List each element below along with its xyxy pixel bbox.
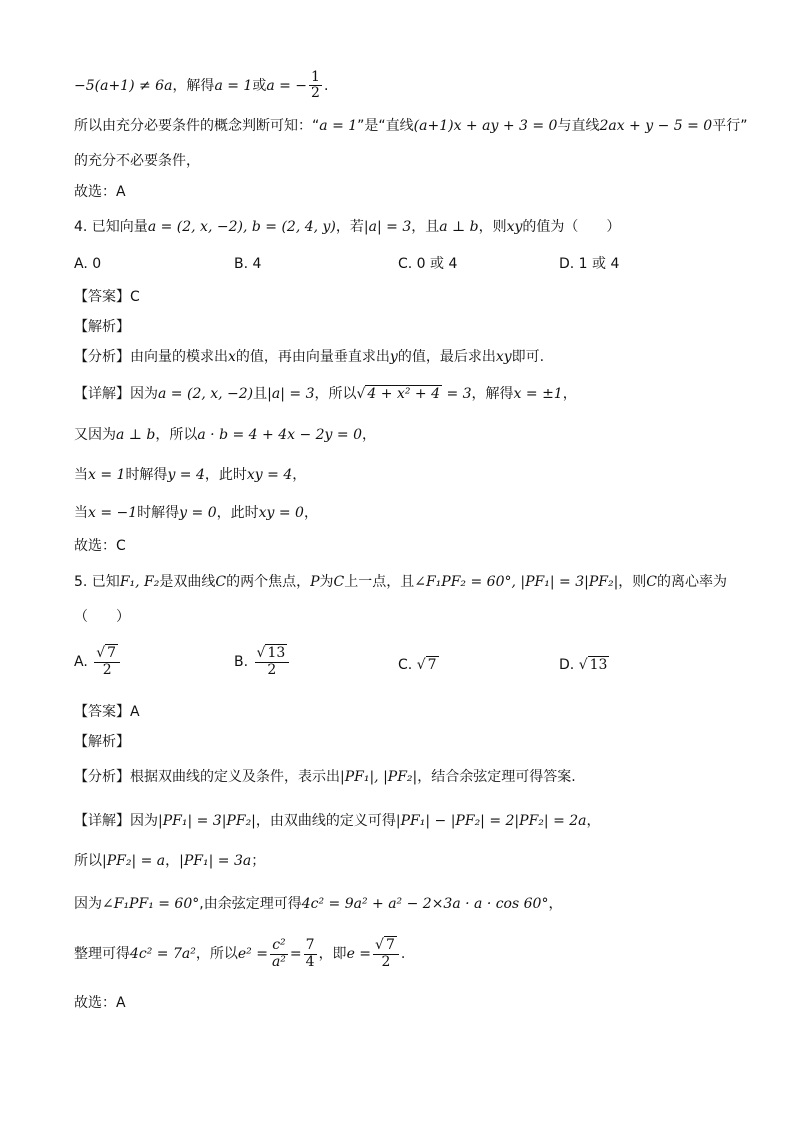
text: ，此时 [204, 467, 247, 483]
radicand: 13 [589, 657, 608, 673]
text: 4. 已知向量 [74, 219, 148, 235]
numerator: 7 [305, 937, 315, 954]
answer-choice-line: 故选：A [74, 184, 126, 200]
q4-option-a: A. 0 [74, 256, 102, 272]
q4-detail-3 [74, 464, 306, 486]
text: 或 [252, 77, 267, 94]
math-inequality: −5(a+1) ≠ 6a [74, 77, 173, 94]
solution-line-2 [74, 115, 747, 137]
math: e = [346, 946, 372, 963]
math-line-2: 2ax + y − 5 = 0 [599, 118, 713, 134]
q5-detail-2 [74, 850, 265, 872]
option-label: B. [234, 654, 249, 671]
text: ，所以 [155, 427, 198, 443]
q5-detail-3 [74, 893, 562, 915]
text: 的值，再由向量垂直求出 [235, 349, 390, 365]
numerator: 1 [311, 69, 320, 85]
math-vectors: a = (2, x, −2), b = (2, 4, y) [147, 219, 336, 235]
solution-line-3: 的充分不必要条件， [74, 153, 200, 169]
text: ，由双曲线的定义可得 [255, 813, 396, 829]
math: y [389, 349, 398, 365]
math: F₁, F₂ [119, 574, 160, 590]
text: 时解得 [125, 467, 168, 483]
text: . [400, 946, 406, 963]
text: 的两个焦点， [226, 574, 311, 590]
q4-option-b: B. 4 [234, 256, 262, 272]
text: 的值，最后求出 [397, 349, 496, 365]
option-label: D. [559, 657, 575, 673]
math: a = 1 [214, 77, 253, 94]
text: ，且 [411, 219, 440, 235]
math: 4c² = 7a² [130, 946, 196, 963]
math: |PF₁| − |PF₂| = 2|PF₂| = 2a [395, 813, 587, 829]
math: a ⊥ b [116, 427, 156, 443]
q4-detail-1 [74, 383, 577, 405]
numerator: c² [272, 937, 286, 954]
text: ， [586, 813, 601, 829]
math: xy [506, 219, 523, 235]
fraction [304, 938, 317, 970]
math: P [310, 574, 320, 590]
math: e² = [237, 946, 268, 963]
square-root: √ 13 [578, 657, 608, 673]
math: = 3 [442, 386, 472, 402]
q5-option-a [74, 646, 122, 678]
text: ， [362, 427, 376, 443]
fraction [270, 938, 288, 970]
text: 又因为 [74, 427, 116, 443]
math: ∠F₁PF₁ = 60° [102, 896, 200, 912]
text: 的离心率为 [657, 574, 727, 590]
denominator: 4 [305, 953, 315, 970]
text: 因为 [74, 896, 102, 912]
text: ”是“直线 [357, 118, 414, 134]
text: 【详解】因为 [74, 386, 158, 402]
math: |a| = 3 [267, 386, 315, 402]
text: ， [548, 896, 563, 912]
math: a = (2, x, −2) [158, 386, 254, 402]
math: x = ±1 [513, 386, 563, 402]
math: ∠F₁PF₂ = 60°, |PF₁| = 3|PF₂| [414, 574, 619, 590]
text: ，所以 [195, 946, 238, 963]
text: ，即 [318, 946, 347, 963]
math: a · b = 4 + 4x − 2y = 0 [197, 427, 362, 443]
denominator: 2 [102, 662, 112, 679]
q5-detail-4 [74, 938, 405, 970]
text: 【分析】由向量的模求出 [74, 349, 228, 365]
text: 【详解】因为 [74, 813, 158, 829]
text: ， [292, 467, 307, 483]
q4-analysis-heading: 【解析】 [74, 319, 130, 335]
text: 为 [319, 574, 334, 590]
text: ，此时 [216, 505, 259, 521]
q5-analysis-heading: 【解析】 [74, 734, 130, 750]
fraction: $\frac{√ 7}{2}$ [94, 646, 120, 678]
text: ,由余弦定理可得 [199, 896, 302, 912]
math: x [228, 349, 236, 365]
q5-answer: 【答案】A [74, 704, 140, 720]
q4-detail-4 [74, 502, 318, 524]
math: |PF₁| = 3a [179, 853, 252, 869]
fraction: $\frac{√ 13}{2}$ [255, 646, 290, 678]
text: 所以由充分必要条件的概念判断可知：“ [74, 118, 320, 134]
math: y = 0 [179, 505, 217, 521]
solution-line-1 [74, 70, 328, 102]
q5-paren: （ ） [74, 609, 130, 625]
q4-analysis [74, 346, 544, 368]
q4-answer: 【答案】C [74, 289, 140, 305]
text: ， [165, 853, 180, 869]
radicand: 7 [107, 645, 117, 661]
text: 的值为（ ） [522, 219, 621, 235]
math: a = 1 [319, 118, 358, 134]
text: 【分析】根据双曲线的定义及条件，表示出 [74, 769, 340, 785]
q5-option-c [398, 654, 439, 676]
math: x = −1 [88, 505, 138, 521]
text: ； [251, 853, 266, 869]
question-4 [74, 216, 620, 238]
q5-option-d [559, 654, 609, 676]
math: a ⊥ b [439, 219, 479, 235]
radicand: 13 [267, 645, 286, 661]
text: . [323, 77, 329, 94]
text: ，所以 [314, 386, 357, 402]
q5-detail-1 [74, 810, 601, 832]
math: C [333, 574, 345, 590]
question-5 [74, 571, 727, 593]
text: 且 [253, 386, 268, 402]
math: a = − [266, 77, 308, 94]
option-label: C. [398, 657, 413, 673]
math: |a| = 3 [363, 219, 412, 235]
q4-final: 故选：C [74, 538, 126, 554]
q4-option-c: C. 0 或 4 [398, 256, 458, 272]
text: ，若 [335, 219, 364, 235]
denominator: a² [271, 953, 286, 970]
text: ，解得 [172, 77, 215, 94]
text: 当 [74, 505, 88, 521]
text: 是双曲线 [159, 574, 216, 590]
fraction [309, 70, 322, 102]
text: ， [303, 505, 318, 521]
fraction: $\frac{√ 7}{2}$ [373, 938, 399, 970]
math: |PF₁|, |PF₂| [340, 769, 418, 785]
math: xy = 0 [258, 505, 304, 521]
text: 即可. [511, 349, 545, 365]
math: xy [495, 349, 512, 365]
math: 4c² = 9a² + a² − 2×3a · a · cos 60° [301, 896, 549, 912]
math: C [646, 574, 657, 590]
math: |PF₁| = 3|PF₂| [158, 813, 256, 829]
q4-detail-2 [74, 424, 376, 446]
text: 当 [74, 467, 88, 483]
denominator: 2 [381, 954, 391, 971]
text: 与直线 [557, 118, 600, 134]
denominator: 2 [267, 662, 277, 679]
text: 5. 已知 [74, 574, 120, 590]
q4-option-d: D. 1 或 4 [559, 256, 620, 272]
radicand: 7 [385, 937, 395, 953]
text: 所以 [74, 853, 102, 869]
text: ，则 [478, 219, 507, 235]
math: y = 4 [167, 467, 205, 483]
math-line-1: (a+1)x + ay + 3 = 0 [413, 118, 558, 134]
text: ，结合余弦定理可得答案. [417, 769, 576, 785]
text: ，解得 [471, 386, 514, 402]
radicand: 7 [427, 657, 437, 673]
math: |PF₂| = a [102, 853, 166, 869]
q5-option-b [234, 646, 291, 678]
radicand: 4 + x² + 4 [367, 386, 440, 402]
option-label: A. [74, 654, 88, 671]
text: 上一点，且 [344, 574, 415, 590]
square-root: √ 7 [416, 657, 437, 673]
math: x = 1 [88, 467, 126, 483]
text: 整理可得 [74, 946, 130, 963]
q5-analysis [74, 766, 576, 788]
square-root: √ 4 + x² + 4 [356, 386, 440, 402]
math: C [215, 574, 227, 590]
q5-final: 故选：A [74, 995, 126, 1011]
math: = [289, 946, 302, 963]
math: xy = 4 [246, 467, 293, 483]
denominator: 2 [311, 85, 320, 102]
text: 平行” [712, 118, 748, 134]
text: ， [562, 386, 577, 402]
text: ，则 [618, 574, 647, 590]
text: 时解得 [137, 505, 180, 521]
